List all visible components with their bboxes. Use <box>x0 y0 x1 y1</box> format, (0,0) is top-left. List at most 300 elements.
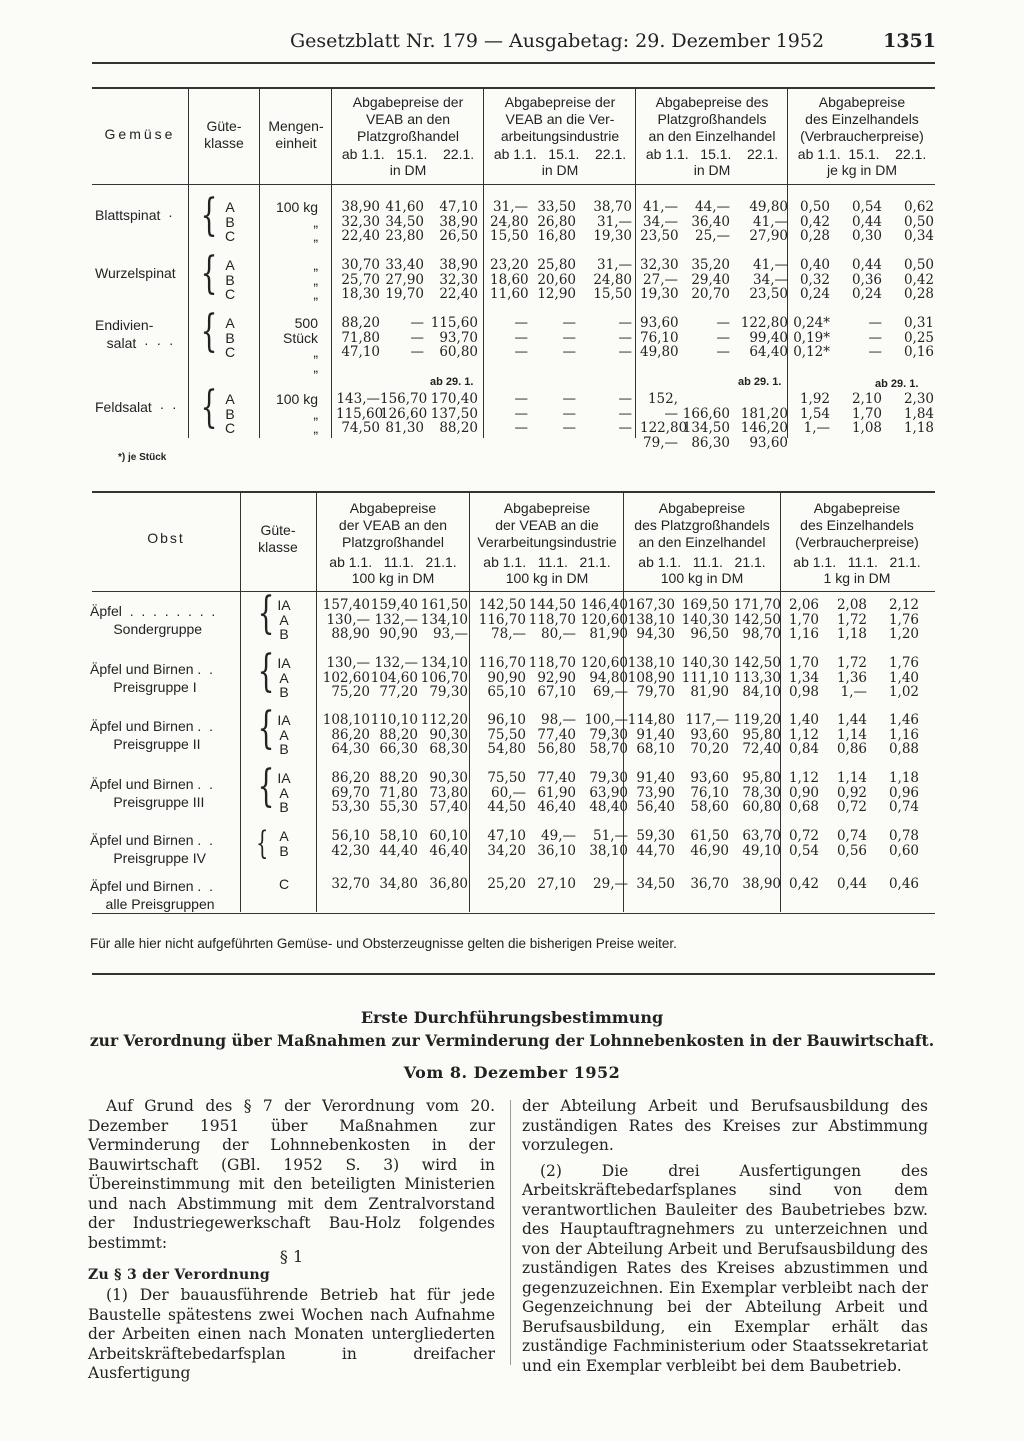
fruit-group-dates: ab 1.1. 11.1. 21.1. <box>638 554 766 570</box>
price-value: 93,70 <box>439 329 478 346</box>
price-value: — <box>514 329 528 346</box>
veg-price-block <box>792 316 934 360</box>
veg-price-block <box>490 392 632 436</box>
price-value: 157,40 <box>322 597 370 613</box>
price-row <box>783 671 919 686</box>
veg-price-block <box>792 200 934 244</box>
price-row <box>322 671 468 686</box>
price-row <box>322 613 468 628</box>
price-value: 114,80 <box>627 712 675 728</box>
left-column <box>88 1097 495 1253</box>
price-row <box>640 229 788 244</box>
price-value: 112,20 <box>420 712 468 728</box>
fruit-price-block <box>625 598 781 642</box>
price-row <box>490 229 632 244</box>
fruit-row-classes: IA A B <box>277 655 291 700</box>
veg-group-unit: je kg in DM <box>826 162 898 178</box>
price-row <box>490 273 632 288</box>
price-value: 0,62 <box>903 199 934 215</box>
price-value: 1,20 <box>888 626 919 642</box>
price-value: 1,12 <box>788 726 819 743</box>
decree-title: Erste Durchführungsbestimmung <box>360 1008 664 1027</box>
price-value: 169,50 <box>681 597 729 613</box>
price-value: 58,10 <box>379 828 418 844</box>
price-row <box>783 877 919 892</box>
price-value: 60,80 <box>439 344 478 360</box>
price-value: 143,— <box>336 391 380 407</box>
veg-group-dates: ab 1.1. 15.1. 22.1. <box>645 146 779 162</box>
price-value: 47,10 <box>341 344 380 360</box>
price-value: 1,— <box>840 684 867 700</box>
price-value: 29,40 <box>691 271 730 288</box>
price-value: 79,30 <box>589 726 628 743</box>
price-value: 67,10 <box>537 684 576 700</box>
price-value: 1,12 <box>788 770 819 786</box>
price-value: — <box>514 391 528 407</box>
fruit-col-divider <box>469 492 470 912</box>
price-value: 38,90 <box>439 213 478 230</box>
page-header <box>0 30 1024 60</box>
price-value: 60,80 <box>742 799 781 815</box>
price-row <box>322 728 468 743</box>
price-value: 27,— <box>643 271 678 288</box>
price-value: 181,20 <box>740 405 788 422</box>
price-row <box>490 345 632 360</box>
price-value: 88,20 <box>439 420 478 436</box>
price-value: 75,50 <box>487 770 526 786</box>
price-value: 22,40 <box>341 228 380 244</box>
veg-group-unit: in DM <box>541 162 579 178</box>
price-row <box>476 627 628 642</box>
price-value: 86,30 <box>691 434 730 451</box>
price-row <box>322 656 468 671</box>
paragraph-1-text: (1) Der bauausführende Betrieb hat für jede Baustelle spätestens zwei Wochen nach Aufnahme der Arbeiten einen nach Monaten untergliederten Arbeitskräftebedarfsplan in dreifacher Ausfertigung <box>88 1286 495 1382</box>
price-value: 1,18 <box>836 626 867 642</box>
fruit-col-divider <box>316 492 317 912</box>
price-value: 41,— <box>753 213 788 230</box>
fruit-price-block <box>783 598 919 642</box>
price-value: 84,10 <box>742 684 781 700</box>
price-row <box>783 786 919 801</box>
fruit-price-block <box>476 829 628 858</box>
price-value: 0,98 <box>788 684 819 700</box>
fruit-row-name: Äpfel und Birnen . . Preisgruppe IV <box>90 832 213 866</box>
price-value: 171,70 <box>733 597 781 613</box>
price-row <box>336 273 478 288</box>
price-row <box>490 287 632 302</box>
price-value: 0,68 <box>788 799 819 815</box>
price-row <box>783 627 919 642</box>
price-value: 88,90 <box>331 626 370 642</box>
price-value: — <box>716 315 730 331</box>
price-value: — <box>868 344 882 360</box>
price-value: — <box>716 344 730 360</box>
brace-icon: { <box>257 761 275 812</box>
fruit-group-title: Abgabepreise des Einzelhandels (Verbraucherpreise) <box>795 500 919 550</box>
price-value: 0,40 <box>799 257 830 273</box>
price-value: 132,— <box>374 611 418 628</box>
price-row <box>625 613 781 628</box>
price-value: 44,— <box>695 199 730 215</box>
price-value: 0,74 <box>888 799 919 815</box>
price-value: 96,50 <box>690 626 729 642</box>
price-value: 156,70 <box>380 391 428 407</box>
price-value: 140,30 <box>681 655 729 671</box>
fruit-price-block <box>476 713 628 757</box>
price-row <box>322 800 468 815</box>
price-row <box>322 598 468 613</box>
price-value: 34,— <box>643 213 678 230</box>
veg-row-name: Feldsalat · · <box>95 399 177 415</box>
price-value: 78,— <box>491 626 526 642</box>
fruit-group-title: Abgabepreise des Platzgroßhandels an den Einzelhandel <box>634 500 770 550</box>
price-row <box>336 331 478 346</box>
veg-price-block <box>336 258 478 302</box>
price-row <box>792 229 934 244</box>
price-value: 29,— <box>593 876 628 892</box>
price-value: 115,60 <box>430 315 478 331</box>
price-value: 64,40 <box>749 344 788 360</box>
price-value: 56,40 <box>636 799 675 815</box>
price-value: 0,90 <box>788 784 819 801</box>
price-value: — <box>618 420 632 436</box>
price-value: 88,20 <box>379 770 418 786</box>
price-value: 1,70 <box>788 655 819 671</box>
header-rule <box>92 62 935 64</box>
price-value: 41,— <box>753 257 788 273</box>
price-value: 144,50 <box>528 597 576 613</box>
fruit-price-block <box>322 656 468 700</box>
price-value: 64,30 <box>331 741 370 757</box>
fruit-price-block <box>322 829 468 858</box>
price-value: 66,30 <box>379 741 418 757</box>
price-value: 36,80 <box>429 876 468 892</box>
section-rule <box>92 973 935 975</box>
price-row <box>336 200 478 215</box>
price-value: 31,— <box>493 199 528 215</box>
price-value: 74,50 <box>341 420 380 436</box>
price-value: 58,60 <box>690 799 729 815</box>
price-value: 69,— <box>593 684 628 700</box>
price-value: 2,08 <box>836 597 867 613</box>
price-row <box>625 728 781 743</box>
price-value: 32,30 <box>439 271 478 288</box>
price-row <box>625 829 781 844</box>
fruit-group-unit: 100 kg in DM <box>351 570 435 586</box>
brace-icon: { <box>200 190 218 241</box>
price-row <box>476 613 628 628</box>
price-value: 99,40 <box>749 329 788 346</box>
veg-price-block <box>640 200 788 244</box>
veg-row-name: Blattspinat · <box>95 207 173 223</box>
price-value: 0,46 <box>888 876 919 892</box>
price-value: 98,— <box>541 712 576 728</box>
price-value: 70,20 <box>690 741 729 757</box>
price-row <box>322 829 468 844</box>
price-row <box>336 316 478 331</box>
price-value: 1,40 <box>788 712 819 728</box>
price-value: 137,50 <box>430 405 478 422</box>
price-value: — <box>618 315 632 331</box>
price-row <box>640 258 788 273</box>
price-value: 0,28 <box>903 286 934 302</box>
veg-price-block <box>336 392 478 436</box>
intro-paragraph: Auf Grund des § 7 der Verordnung vom 20. Dezember 1951 über Maßnahmen zur Verminderung der Lohnnebenkosten in der Bauwirtschaft (GBl. 1952 S. 3) wird in Übereinstimmung mit den beteiligten Ministerien und nach Abstimmung mit dem Zentralvorstand der Industriegewerkschaft Bau-Holz folgendes bestimmt: <box>88 1097 495 1252</box>
price-row <box>322 877 468 892</box>
price-value: 0,50 <box>903 257 934 273</box>
ab29-label: ab 29. 1. <box>738 376 782 388</box>
price-row <box>792 407 934 422</box>
price-value: 0,96 <box>888 784 919 801</box>
fruit-price-block <box>783 656 919 700</box>
price-row <box>640 421 788 436</box>
price-value: 1,70 <box>788 611 819 628</box>
price-value: 2,10 <box>851 391 882 407</box>
price-value: 32,30 <box>341 213 380 230</box>
price-row <box>792 421 934 436</box>
gazette-title: Gesetzblatt Nr. 179 — Ausgabetag: 29. Dezember 1952 <box>290 30 825 52</box>
veg-col-unit: Mengen- einheit <box>268 118 324 151</box>
price-row <box>476 656 628 671</box>
price-value: 138,10 <box>627 655 675 671</box>
price-value: 0,30 <box>851 228 882 244</box>
price-value: 0,50 <box>799 199 830 215</box>
price-value: — <box>410 344 424 360</box>
price-value: 0,72 <box>836 799 867 815</box>
price-value: 102,60 <box>322 669 370 686</box>
price-value: 61,50 <box>690 828 729 844</box>
fruit-price-block <box>783 829 919 858</box>
price-value: 33,50 <box>537 199 576 215</box>
price-value: 94,30 <box>636 626 675 642</box>
price-row <box>625 713 781 728</box>
price-value: 59,30 <box>636 828 675 844</box>
price-value: 1,76 <box>888 611 919 628</box>
price-row <box>783 800 919 815</box>
price-row <box>336 407 478 422</box>
ab29-label: ab 29. 1. <box>875 378 919 390</box>
price-value: 2,12 <box>888 597 919 613</box>
price-value: 81,90 <box>589 626 628 642</box>
price-value: 32,30 <box>640 257 679 273</box>
fruit-group-unit: 100 kg in DM <box>505 570 589 586</box>
price-value: 110,10 <box>370 712 418 728</box>
price-row <box>792 200 934 215</box>
price-row <box>490 258 632 273</box>
veg-header-rule <box>92 184 935 185</box>
price-value: 44,70 <box>636 842 675 859</box>
price-value: 1,46 <box>888 712 919 728</box>
veg-price-block <box>640 258 788 302</box>
price-row <box>625 800 781 815</box>
price-value: 0,42 <box>903 271 934 288</box>
price-value: 134,10 <box>420 655 468 671</box>
price-row <box>476 742 628 757</box>
price-value: 134,50 <box>682 420 730 436</box>
price-value: 90,90 <box>379 626 418 642</box>
fruit-price-block <box>625 656 781 700</box>
fruit-group-unit: 100 kg in DM <box>660 570 744 586</box>
price-value: 130,— <box>326 655 370 671</box>
price-value: — <box>716 329 730 346</box>
price-value: 16,80 <box>537 228 576 244</box>
price-value: — <box>410 315 424 331</box>
price-value: 38,90 <box>742 876 781 892</box>
price-value: 24,80 <box>490 213 529 230</box>
price-value: 1,16 <box>888 726 919 743</box>
price-row <box>490 331 632 346</box>
fruit-price-block <box>625 713 781 757</box>
price-value: 0,88 <box>888 741 919 757</box>
price-value: 116,70 <box>478 655 526 671</box>
price-value: 20,70 <box>691 286 730 302</box>
veg-col-divider <box>259 88 260 438</box>
price-value: 79,30 <box>429 684 468 700</box>
brace-icon: { <box>256 824 269 862</box>
price-value: 113,30 <box>733 669 781 686</box>
price-value: 0,25 <box>903 329 934 346</box>
veg-group-title: Abgabepreise des Einzelhandels (Verbraucherpreise) <box>800 94 924 144</box>
price-value: 0,60 <box>888 842 919 859</box>
price-value: 98,70 <box>742 626 781 642</box>
fruit-group-title: Abgabepreise der VEAB an die Verarbeitungsindustrie <box>477 500 617 550</box>
section-heading: § 1 <box>279 1247 304 1266</box>
price-value: 116,70 <box>478 611 526 628</box>
price-row <box>783 742 919 757</box>
price-value: 65,10 <box>487 684 526 700</box>
veg-col-divider <box>483 88 484 438</box>
fruit-price-block <box>783 877 919 892</box>
fruit-bottom-rule <box>92 913 935 914</box>
price-value: 38,90 <box>341 199 380 215</box>
price-value: 138,10 <box>627 611 675 628</box>
price-value: — <box>868 329 882 346</box>
price-value: 31,— <box>597 257 632 273</box>
price-value: 94,80 <box>589 669 628 686</box>
price-value: 42,30 <box>331 842 370 859</box>
price-value: — <box>618 391 632 407</box>
price-value: 93,60 <box>690 726 729 743</box>
price-value: 104,60 <box>370 669 418 686</box>
price-row <box>625 786 781 801</box>
price-value: 92,90 <box>537 669 576 686</box>
price-value: 0,56 <box>836 842 867 859</box>
price-value: 142,50 <box>733 611 781 628</box>
price-row <box>792 258 934 273</box>
veg-top-rule <box>92 87 935 89</box>
brace-icon: { <box>257 646 275 697</box>
price-value: 71,80 <box>341 329 380 346</box>
price-value: 51,— <box>593 828 628 844</box>
price-value: 0,92 <box>836 784 867 801</box>
ab29-label: ab 29. 1. <box>430 376 474 388</box>
veg-price-block <box>792 258 934 302</box>
decree-date: Vom 8. Dezember 1952 <box>403 1063 621 1082</box>
fruit-price-block <box>476 877 628 892</box>
fruit-header-rule <box>92 591 935 592</box>
price-value: 77,20 <box>379 684 418 700</box>
price-value: 1,— <box>803 420 830 436</box>
price-row <box>640 331 788 346</box>
price-value: 49,— <box>541 828 576 844</box>
price-value: 142,50 <box>733 655 781 671</box>
price-value: 25,20 <box>487 876 526 892</box>
price-value: 1,18 <box>903 420 934 436</box>
veg-group-dates: ab 1.1. 15.1. 22.1. <box>797 146 927 162</box>
price-value: 46,90 <box>690 842 729 859</box>
price-row <box>322 844 468 859</box>
price-row <box>490 421 632 436</box>
veg-col-divider <box>635 88 636 438</box>
veg-group-unit: in DM <box>693 162 731 178</box>
price-row <box>476 728 628 743</box>
price-value: 1,40 <box>888 669 919 686</box>
veg-group-dates: ab 1.1. 15.1. 22.1. <box>493 146 627 162</box>
price-value: 32,70 <box>331 876 370 892</box>
price-value: 19,30 <box>593 228 632 244</box>
price-value: 56,10 <box>331 828 370 844</box>
price-value: 0,50 <box>903 213 934 230</box>
fruit-price-block <box>625 877 781 892</box>
price-value: 23,80 <box>385 228 424 244</box>
price-row <box>783 713 919 728</box>
general-note: Für alle hier nicht aufgeführten Gemüse- und Obsterzeugnisse gelten die bisherigen Preise weiter. <box>90 936 677 951</box>
price-value: 93,60 <box>749 434 788 451</box>
price-value: 73,90 <box>636 784 675 801</box>
price-value: 108,10 <box>322 712 370 728</box>
veg-price-block <box>792 392 934 436</box>
price-value: 76,10 <box>690 784 729 801</box>
price-row <box>336 287 478 302</box>
fruit-row-classes: A B <box>279 828 289 859</box>
price-value: 60,— <box>491 784 526 801</box>
price-value: 75,50 <box>487 726 526 743</box>
price-value: 78,30 <box>742 784 781 801</box>
price-value: 73,80 <box>429 784 468 801</box>
price-value: 90,30 <box>429 726 468 743</box>
price-value: 57,40 <box>429 799 468 815</box>
price-row <box>792 345 934 360</box>
price-row <box>476 844 628 859</box>
fruit-price-block <box>625 771 781 815</box>
price-value: 23,20 <box>490 257 529 273</box>
price-value: 0,72 <box>788 828 819 844</box>
price-value: 1,14 <box>836 726 867 743</box>
price-value: 55,30 <box>379 799 418 815</box>
fruit-price-block <box>476 598 628 642</box>
price-row <box>476 771 628 786</box>
price-value: — <box>514 405 528 422</box>
price-row <box>476 877 628 892</box>
veg-group-title: Abgabepreise des Platzgroßhandels an den Einzelhandel <box>648 94 776 144</box>
price-row <box>783 598 919 613</box>
price-value: — <box>410 329 424 346</box>
price-value: 0,28 <box>799 228 830 244</box>
price-value: 15,50 <box>593 286 632 302</box>
fruit-price-block <box>625 829 781 858</box>
price-value: 1,16 <box>788 626 819 642</box>
price-value: 49,80 <box>640 344 679 360</box>
right-continuation: der Abteilung Arbeit und Berufsausbildung des zuständigen Rates des Kreises zur Abstimmung vorzulegen. <box>522 1097 928 1154</box>
veg-col-divider <box>188 88 189 438</box>
price-row <box>783 656 919 671</box>
price-value: 1,72 <box>836 611 867 628</box>
price-value: 1,14 <box>836 770 867 786</box>
price-value: 25,80 <box>537 257 576 273</box>
price-value: 132,— <box>374 655 418 671</box>
veg-row-units: 500 Stück „ „ <box>282 315 318 375</box>
decree-subtitle: zur Verordnung über Maßnahmen zur Verminderung der Lohnnebenkosten in der Bauwirtschaft. <box>89 1031 935 1050</box>
